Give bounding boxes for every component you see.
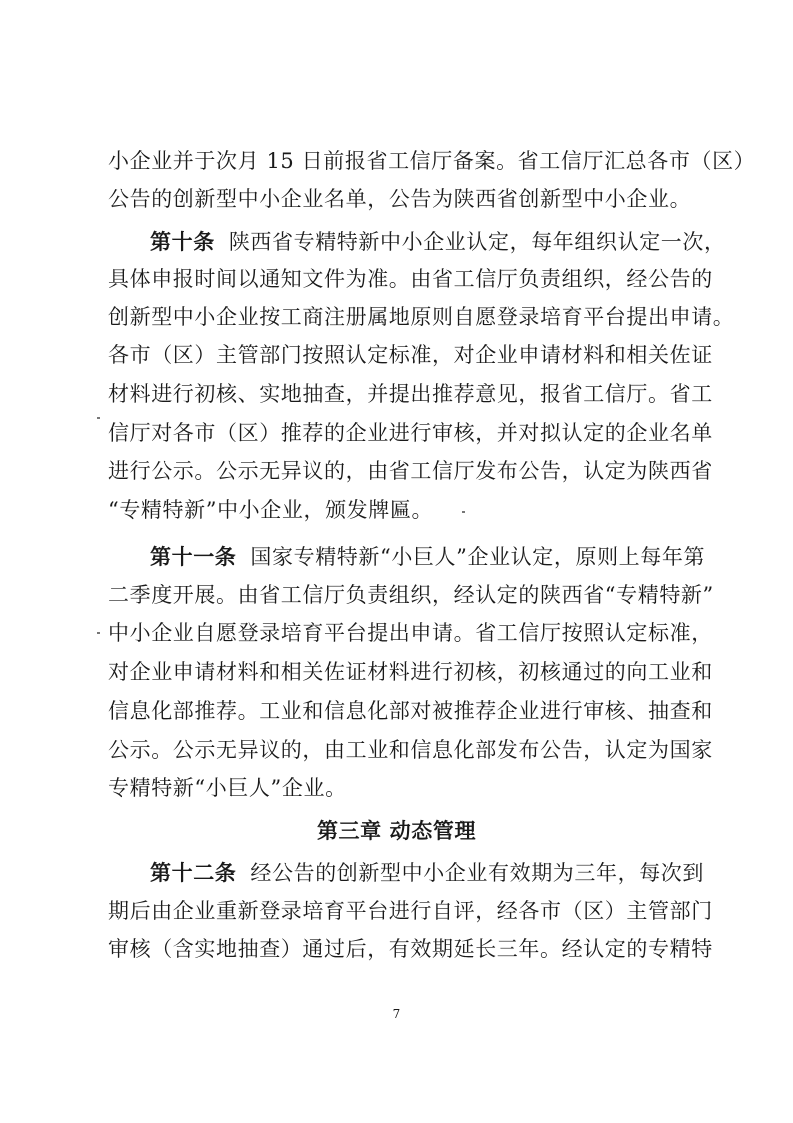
article-11-first-line — [150, 543, 705, 571]
text-line: 公告的创新型中小企业名单，公告为陕西省创新型中小企业。 — [108, 187, 692, 211]
scan-speck — [462, 511, 465, 513]
text-line: 期后由企业重新登录培育平台进行自评，经各市（区）主管部门 — [108, 899, 713, 923]
article-12-first-line — [150, 859, 704, 887]
text-line: 审核（含实地抽查）通过后，有效期延长三年。经认定的专精特 — [108, 937, 713, 961]
article-label: 第十条 — [150, 229, 215, 254]
chapter-heading: 第三章 动态管理 — [316, 818, 477, 843]
scan-speck — [97, 632, 100, 634]
text-line: 中小企业自愿登录培育平台提出申请。省工信厅按照认定标准， — [108, 621, 713, 645]
text-line: “专精特新”中小企业，颁发牌匾。 — [108, 498, 434, 522]
text-line: 专精特新“小巨人”企业。 — [108, 776, 347, 800]
page-number: 7 — [392, 1007, 401, 1021]
article-10-first-line — [150, 228, 726, 256]
text-line: 创新型中小企业按工商注册属地原则自愿登录培育平台提出申请。 — [108, 305, 735, 329]
text-line: 二季度开展。由省工信厅负责组织，经认定的陕西省“专精特新” — [108, 583, 714, 607]
text-line: 各市（区）主管部门按照认定标准，对企业申请材料和相关佐证 — [108, 343, 713, 367]
text-line: 信息化部推荐。工业和信息化部对被推荐企业进行审核、抽查和 — [108, 699, 713, 723]
article-text: 经公告的创新型中小企业有效期为三年，每次到 — [250, 861, 705, 885]
scan-speck — [97, 417, 100, 419]
article-text: 国家专精特新“小巨人”企业认定，原则上每年第 — [250, 545, 706, 569]
article-label: 第十一条 — [150, 544, 237, 569]
text-line: 进行公示。公示无异议的，由省工信厅发布公告，认定为陕西省 — [108, 459, 713, 483]
text-line: 公示。公示无异议的，由工业和信息化部发布公告，认定为国家 — [108, 738, 713, 762]
text-line: 材料进行初核、实地抽查，并提出推荐意见，报省工信厅。省工 — [108, 382, 713, 406]
text-line: 信厅对各市（区）推荐的企业进行审核，并对拟认定的企业名单 — [108, 421, 713, 445]
text-line: 小企业并于次月 15 日前报省工信厅备案。省工信厅汇总各市（区） — [108, 149, 756, 173]
text-line: 具体申报时间以通知文件为准。由省工信厅负责组织，经公告的 — [108, 267, 713, 291]
article-text: 陕西省专精特新中小企业认定，每年组织认定一次， — [228, 230, 726, 254]
article-label: 第十二条 — [150, 860, 237, 885]
text-line: 对企业申请材料和相关佐证材料进行初核，初核通过的向工业和 — [108, 660, 713, 684]
